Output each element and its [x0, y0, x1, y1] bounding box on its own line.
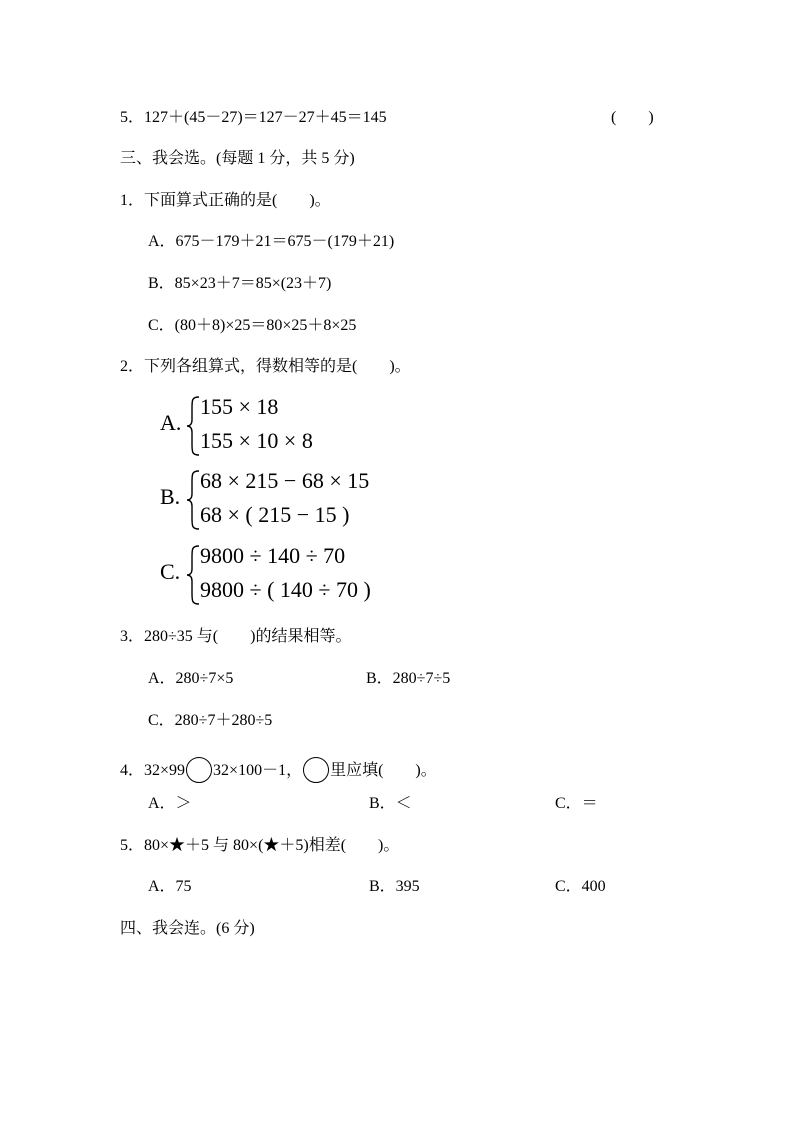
answer-blank[interactable]: ( ) — [611, 109, 654, 126]
question-4 — [120, 757, 437, 783]
question-number: 1． — [120, 192, 145, 209]
question-text: 280÷35 与( )的结果相等。 — [144, 628, 352, 645]
question-number: 2． — [120, 358, 145, 375]
circle-icon — [303, 757, 329, 783]
question-number: 5． — [120, 109, 145, 126]
q1-option-b[interactable]: B．85×23＋7＝85×(23＋7) — [148, 275, 332, 292]
section-4-heading: 四、我会连。(6 分) — [120, 920, 255, 937]
section-3-heading: 三、我会选。(每题 1 分，共 5 分) — [120, 150, 355, 167]
option-label: C. — [160, 559, 181, 584]
q3-option-c[interactable]: C．280÷7＋280÷5 — [148, 712, 273, 729]
expression-line-2: 68 × ( 215 − 15 ) — [200, 502, 350, 527]
question-5-prev — [120, 108, 387, 128]
brace-icon — [186, 470, 200, 530]
expression-line-2: 155 × 10 × 8 — [200, 428, 313, 453]
q5-option-c[interactable]: C．400 — [555, 878, 606, 895]
question-number: 4． — [120, 762, 145, 779]
q4-option-c[interactable]: C．＝ — [555, 795, 598, 812]
question-1 — [120, 191, 331, 211]
brace-icon — [186, 545, 200, 605]
question-text: 127＋(45－27)＝127－27＋45＝145 — [144, 109, 387, 126]
q3-option-a[interactable]: A．280÷7×5 — [148, 670, 234, 687]
expression-line-2: 9800 ÷ ( 140 ÷ 70 ) — [200, 577, 371, 602]
q3-option-b[interactable]: B．280÷7÷5 — [366, 670, 451, 687]
expression-left: 32×99 — [144, 762, 186, 779]
option-label: A. — [160, 410, 182, 435]
expression-line-1: 68 × 215 − 68 × 15 — [200, 468, 370, 493]
q1-option-c[interactable]: C．(80＋8)×25＝80×25＋8×25 — [148, 317, 357, 334]
q5-option-a[interactable]: A．75 — [148, 878, 192, 895]
question-number: 3． — [120, 628, 145, 645]
question-3 — [120, 627, 351, 647]
question-number: 5． — [120, 837, 145, 854]
expression-line-1: 155 × 18 — [200, 394, 279, 419]
question-text: 下面算式正确的是( )。 — [144, 192, 331, 209]
question-5 — [120, 836, 399, 856]
q1-option-a[interactable]: A．675－179＋21＝675－(179＋21) — [148, 233, 395, 250]
question-2 — [120, 357, 411, 377]
question-text: 下列各组算式，得数相等的是( )。 — [144, 358, 411, 375]
q4-option-b[interactable]: B．＜ — [369, 795, 412, 812]
question-text: 80×★＋5 与 80×(★＋5)相差( )。 — [144, 837, 400, 854]
option-label: B. — [160, 484, 181, 509]
circle-blank-icon[interactable] — [186, 757, 212, 783]
expression-right: 32×100－1， — [213, 762, 303, 779]
q4-option-a[interactable]: A．＞ — [148, 795, 192, 812]
expression-line-1: 9800 ÷ 140 ÷ 70 — [200, 543, 346, 568]
q5-option-b[interactable]: B．395 — [369, 878, 420, 895]
question-text: 里应填( )。 — [330, 762, 437, 779]
brace-icon — [186, 396, 200, 456]
